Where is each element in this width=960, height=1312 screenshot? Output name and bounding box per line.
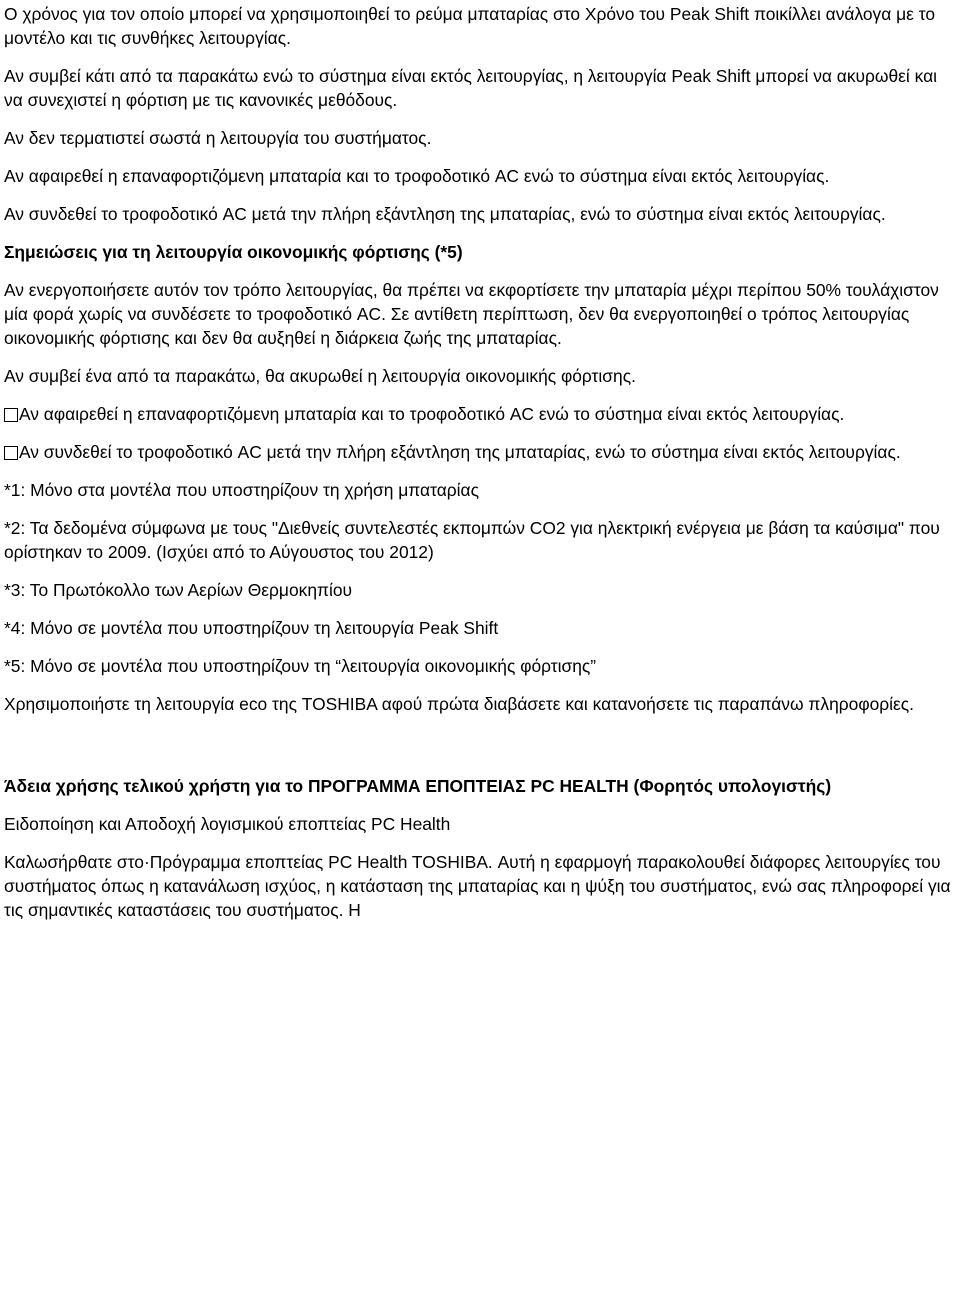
eco-cancel-item-1-text: Αν αφαιρεθεί η επαναφορτιζόμενη μπαταρία και το τροφοδοτικό AC ενώ το σύστημα είναι εκτός λειτουργίας. <box>19 404 845 424</box>
peak-shift-cancel-intro: Αν συμβεί κάτι από τα παρακάτω ενώ το σύστημα είναι εκτός λειτουργίας, η λειτουργία Peak Shift μπορεί να ακυρωθεί και να συνεχιστεί η φόρτιση με τις κανονικές μεθόδους. <box>4 66 938 110</box>
welcome-paragraph: Καλωσήρθατε στο·Πρόγραμμα εποπτείας PC Health TOSHIBA. Αυτή η εφαρμογή παρακολουθεί διάφορες λειτουργίες του συστήματος όπως η κατανάλωση ισχύος, η κατάσταση της μπαταρίας και η ψύξη του συστήματος, ενώ σας πληροφορεί για τις σημαντικές καταστάσεις του συστήματος. Η <box>4 852 951 920</box>
license-subheading: Ειδοποίηση και Αποδοχή λογισμικού εποπτείας PC Health <box>4 814 451 834</box>
eco-cancel-intro: Αν συμβεί ένα από τα παρακάτω, θα ακυρωθεί η λειτουργία οικονομικής φόρτισης. <box>4 366 636 386</box>
footnote-5: *5: Μόνο σε μοντέλα που υποστηρίζουν τη “λειτουργία οικονομικής φόρτισης” <box>4 656 597 676</box>
eco-cancel-item-ac-connected <box>4 440 956 464</box>
eco-usage-note: Χρησιμοποιήστε τη λειτουργία eco της TOSHIBA αφού πρώτα διαβάσετε και κατανοήσετε τις παραπάνω πληροφορίες. <box>4 694 915 714</box>
checkbox-icon <box>4 446 18 460</box>
license-heading: Άδεια χρήσης τελικού χρήστη για το ΠΡΟΓΡΑΜΜΑ ΕΠΟΠΤΕΙΑΣ PC HEALTH (Φορητός υπολογιστής) <box>4 776 832 796</box>
cancel-condition-shutdown: Αν δεν τερματιστεί σωστά η λειτουργία του συστήματος. <box>4 128 432 148</box>
footnote-3: *3: Το Πρωτόκολλο των Αερίων Θερμοκηπίου <box>4 580 353 600</box>
footnote-2: *2: Τα δεδομένα σύμφωνα με τους "Διεθνείς συντελεστές εκπομπών CO2 για ηλεκτρική ενέργεια με βάση τα καύσιμα" που ορίστηκαν το 2009. (Ισχύει από το Αύγουστος του 2012) <box>4 518 940 562</box>
footnote-4: *4: Μόνο σε μοντέλα που υποστηρίζουν τη λειτουργία Peak Shift <box>4 618 499 638</box>
cancel-condition-battery-removed: Αν αφαιρεθεί η επαναφορτιζόμενη μπαταρία και το τροφοδοτικό AC ενώ το σύστημα είναι εκτός λειτουργίας. <box>4 166 830 186</box>
eco-cancel-item-2-text: Αν συνδεθεί το τροφοδοτικό AC μετά την πλήρη εξάντληση της μπαταρίας, ενώ το σύστημα είναι εκτός λειτουργίας. <box>19 442 901 462</box>
eco-charge-paragraph: Αν ενεργοποιήσετε αυτόν τον τρόπο λειτουργίας, θα πρέπει να εκφορτίσετε την μπαταρία μέχρι περίπου 50% τουλάχιστον μία φορά χωρίς να συνδέσετε το τροφοδοτικό AC. Σε αντίθετη περίπτωση, δεν θα ενεργοποιηθεί ο τρόπος λειτουργίας οικονομικής φόρτισης και δεν θα αυξηθεί η διάρκεια ζωής της μπαταρίας. <box>4 280 939 348</box>
eco-cancel-item-battery-removed <box>4 402 956 426</box>
battery-time-paragraph: Ο χρόνος για τον οποίο μπορεί να χρησιμοποιηθεί το ρεύμα μπαταρίας στο Χρόνο του Peak Shift ποικίλλει ανάλογα με το μοντέλο και τις συνθήκες λειτουργίας. <box>4 4 936 48</box>
checkbox-icon <box>4 408 18 422</box>
cancel-condition-ac-connected: Αν συνδεθεί το τροφοδοτικό AC μετά την πλήρη εξάντληση της μπαταρίας, ενώ το σύστημα είναι εκτός λειτουργίας. <box>4 204 886 224</box>
footnote-1: *1: Μόνο στα μοντέλα που υποστηρίζουν τη χρήση μπαταρίας <box>4 480 479 500</box>
document-page <box>4 2 956 922</box>
eco-charge-heading: Σημειώσεις για τη λειτουργία οικονομικής φόρτισης (*5) <box>4 242 463 262</box>
